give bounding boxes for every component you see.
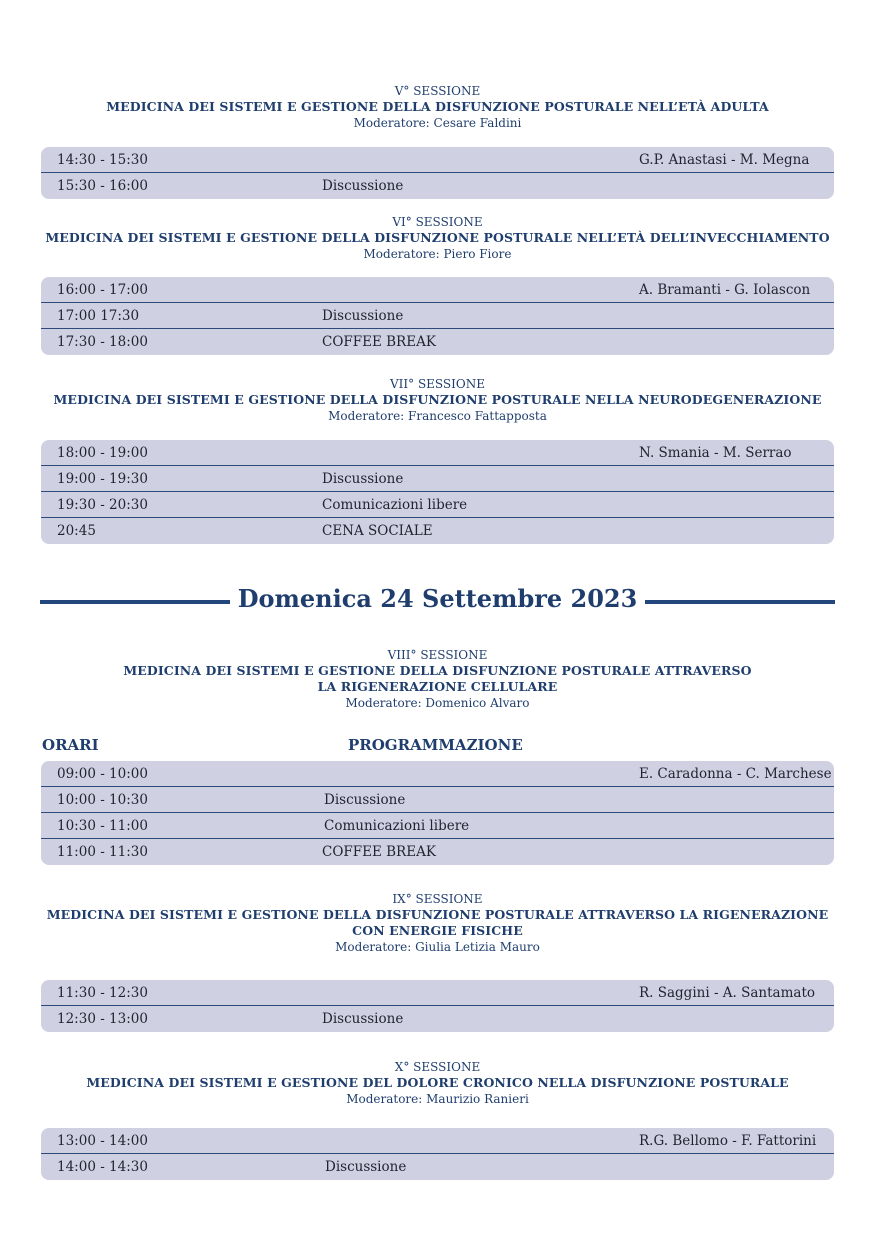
row-time: 10:30 - 11:00 [57, 818, 148, 834]
row-speakers: A. Bramanti - G. Iolascon [639, 282, 811, 298]
schedule-row [41, 518, 834, 544]
session-moderator: Moderatore: Domenico Alvaro [345, 696, 530, 710]
row-time: 17:00 17:30 [57, 308, 140, 324]
schedule-row [41, 440, 834, 466]
row-time: 19:00 - 19:30 [57, 471, 148, 487]
row-description: Discussione [322, 178, 404, 194]
session-header [40, 891, 835, 955]
row-time: 14:00 - 14:30 [57, 1159, 148, 1175]
schedule-row [41, 466, 834, 492]
row-time: 19:30 - 20:30 [57, 497, 148, 513]
row-description: Discussione [322, 308, 404, 324]
row-time: 17:30 - 18:00 [57, 334, 148, 350]
schedule-row [41, 980, 834, 1006]
row-description: Comunicazioni libere [322, 497, 468, 513]
session-moderator: Moderatore: Piero Fiore [363, 247, 512, 261]
session-header [40, 214, 835, 262]
session-number: V° SESSIONE [394, 84, 481, 98]
schedule-table [41, 1128, 834, 1180]
schedule-row [41, 787, 834, 813]
schedule-row [41, 1154, 834, 1180]
row-time: 12:30 - 13:00 [57, 1011, 148, 1027]
session-number: X° SESSIONE [394, 1060, 481, 1074]
schedule-table [41, 277, 834, 355]
row-speakers: N. Smania - M. Serrao [639, 445, 792, 461]
schedule-row [41, 813, 834, 839]
schedule-row [41, 329, 834, 355]
row-description: Discussione [324, 792, 406, 808]
session-number: VI° SESSIONE [392, 215, 483, 229]
session-title: MEDICINA DEI SISTEMI E GESTIONE DELLA DISFUNZIONE POSTURALE NELLA NEURODEGENERAZIONE [53, 392, 822, 407]
session-moderator: Moderatore: Giulia Letizia Mauro [335, 940, 540, 954]
row-description: Discussione [325, 1159, 407, 1175]
schedule-row [41, 839, 834, 865]
schedule-row [41, 1006, 834, 1032]
session-header [40, 1059, 835, 1107]
row-description: Comunicazioni libere [324, 818, 470, 834]
session-number: IX° SESSIONE [392, 892, 483, 906]
schedule-row [41, 277, 834, 303]
schedule-table [41, 980, 834, 1032]
session-title: MEDICINA DEI SISTEMI E GESTIONE DELLA DISFUNZIONE POSTURALE ATTRAVERSO [123, 663, 752, 678]
row-description: CENA SOCIALE [322, 523, 433, 539]
schedule-row [41, 1128, 834, 1154]
session-title: MEDICINA DEI SISTEMI E GESTIONE DELLA DISFUNZIONE POSTURALE NELL’ETÀ DELL’INVECCHIAMENTO [45, 230, 830, 245]
row-time: 09:00 - 10:00 [57, 766, 148, 782]
row-speakers: E. Caradonna - C. Marchese [639, 766, 832, 782]
schedule-row [41, 492, 834, 518]
row-time: 13:00 - 14:00 [57, 1133, 148, 1149]
row-time: 10:00 - 10:30 [57, 792, 148, 808]
session-header [40, 83, 835, 131]
column-header-times: ORARI [42, 736, 99, 754]
row-description: COFFEE BREAK [322, 334, 436, 350]
row-description: COFFEE BREAK [322, 844, 436, 860]
session-header [40, 647, 835, 711]
session-moderator: Moderatore: Cesare Faldini [353, 116, 522, 130]
session-number: VIII° SESSIONE [387, 648, 488, 662]
session-header [40, 376, 835, 424]
schedule-table [41, 761, 834, 865]
schedule-row [41, 147, 834, 173]
day-heading: Domenica 24 Settembre 2023 [237, 584, 638, 613]
schedule-row [41, 761, 834, 787]
row-speakers: R.G. Bellomo - F. Fattorini [639, 1133, 817, 1149]
row-time: 18:00 - 19:00 [57, 445, 148, 461]
session-title-line2: CON ENERGIE FISICHE [352, 923, 523, 938]
row-description: Discussione [322, 471, 404, 487]
session-title: MEDICINA DEI SISTEMI E GESTIONE DELLA DISFUNZIONE POSTURALE ATTRAVERSO LA RIGENERAZIONE [46, 907, 829, 922]
schedule-table [41, 147, 834, 199]
session-title: MEDICINA DEI SISTEMI E GESTIONE DEL DOLORE CRONICO NELLA DISFUNZIONE POSTURALE [86, 1075, 789, 1090]
session-number: VII° SESSIONE [389, 377, 485, 391]
row-time: 11:30 - 12:30 [57, 985, 148, 1001]
row-time: 15:30 - 16:00 [57, 178, 148, 194]
schedule-table [41, 440, 834, 544]
schedule-row [41, 173, 834, 199]
session-title-line2: LA RIGENERAZIONE CELLULARE [317, 679, 558, 694]
row-description: Discussione [322, 1011, 404, 1027]
column-header-program: PROGRAMMAZIONE [348, 736, 523, 754]
schedule-row [41, 303, 834, 329]
row-speakers: G.P. Anastasi - M. Megna [639, 152, 810, 168]
row-time: 14:30 - 15:30 [57, 152, 148, 168]
row-time: 11:00 - 11:30 [57, 844, 148, 860]
row-speakers: R. Saggini - A. Santamato [639, 985, 816, 1001]
row-time: 20:45 [57, 523, 96, 539]
session-moderator: Moderatore: Francesco Fattapposta [328, 409, 547, 423]
session-title: MEDICINA DEI SISTEMI E GESTIONE DELLA DISFUNZIONE POSTURALE NELL’ETÀ ADULTA [106, 99, 769, 114]
row-time: 16:00 - 17:00 [57, 282, 148, 298]
session-moderator: Moderatore: Maurizio Ranieri [346, 1092, 529, 1106]
